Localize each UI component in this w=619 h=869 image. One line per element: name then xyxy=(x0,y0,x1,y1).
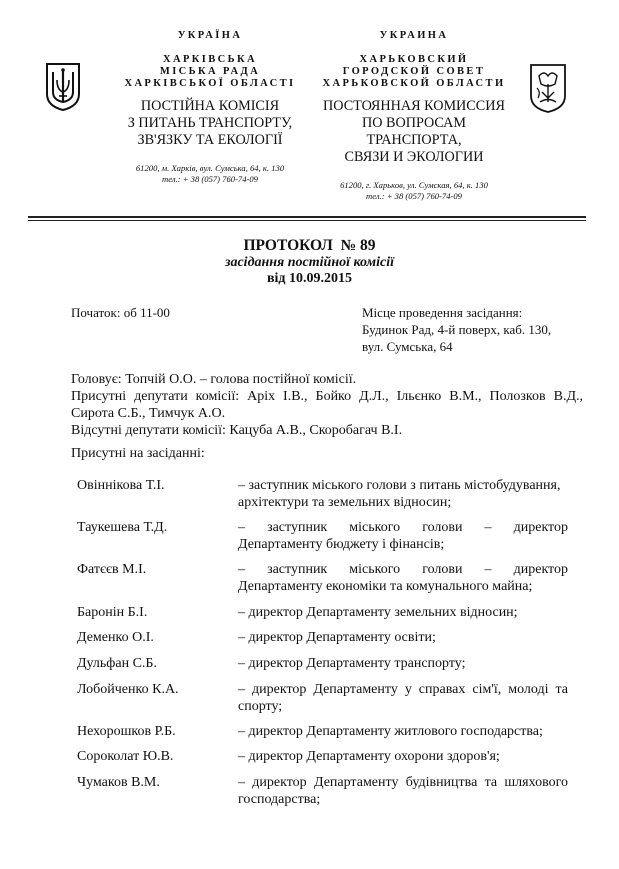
guest-role xyxy=(238,681,568,715)
guest-role xyxy=(238,604,568,621)
meeting-place-line2: вул. Сумська, 64 xyxy=(362,339,453,354)
guest-role xyxy=(238,723,568,740)
header-right-address: 61200, г. Харьков, ул. Сумская, 64, к. 130 xyxy=(340,180,488,190)
guest-role-line1: – директор Департаменту земельних відносин; xyxy=(238,605,518,620)
guest-role-line1: – директор Департаменту освіти; xyxy=(238,630,436,645)
guest-role-line2: Департаменту економіки та комунального майна; xyxy=(238,579,533,594)
guest-name: Деменко О.І. xyxy=(77,630,154,645)
guest-name: Фатєєв М.І. xyxy=(77,562,147,577)
guest-role-line2: господарства; xyxy=(238,792,321,807)
guest-role xyxy=(238,561,568,595)
header-right-phone: тел.: + 38 (057) 760-74-09 xyxy=(366,191,462,201)
header-left-address: 61200, м. Харків, вул. Сумська, 64, к. 130 xyxy=(135,163,285,173)
header-right-commission-line2: ПО ВОПРОСАМ ТРАНСПОРТА, xyxy=(361,115,467,148)
header-right-council-line3: ХАРЬКОВСКОЙ ОБЛАСТИ xyxy=(322,78,506,89)
header-left-commission-line1: ПОСТІЙНА КОМІСІЯ xyxy=(140,98,280,114)
guests-label: Присутні на засіданні: xyxy=(71,446,205,461)
guest-role-line1: – заступник міського голови – директор xyxy=(238,520,568,535)
ukraine-coat-of-arms-icon xyxy=(44,62,82,112)
guest-name: Дульфан С.Б. xyxy=(77,656,157,671)
guest-role xyxy=(238,519,568,553)
present-deputies-line2: Сирота С.Б., Тимчук А.О. xyxy=(71,406,226,421)
title-line3: від 10.09.2015 xyxy=(266,271,353,286)
guest-name: Лобойченко К.А. xyxy=(77,682,179,697)
guest-role xyxy=(238,629,568,646)
guest-role-line1: – директор Департаменту у справах сім'ї, молоді та xyxy=(238,682,568,697)
meeting-place-label: Місце проведення засідання: xyxy=(362,305,523,320)
header-left-commission-line3: ЗВ'ЯЗКУ ТА ЕКОЛОГІЇ xyxy=(137,132,283,148)
header-left-council-line2: МІСЬКА РАДА xyxy=(159,66,261,77)
guest-role-line1: – заступник міського голови – директор xyxy=(238,562,568,577)
guest-role xyxy=(238,477,568,511)
document-title xyxy=(0,237,619,287)
header-right xyxy=(314,28,514,202)
guest-name: Нехорошков Р.Б. xyxy=(77,724,176,739)
header-left xyxy=(110,28,310,185)
meeting-place-line1: Будинок Рад, 4-й поверх, каб. 130, xyxy=(362,322,552,337)
title-line2: засідання постійної комісії xyxy=(225,255,394,270)
guest-role-line1: – директор Департаменту охорони здоров'я; xyxy=(238,749,500,764)
guest-name: Овіннікова Т.І. xyxy=(77,478,165,493)
guest-role-line2: Департаменту бюджету і фінансів; xyxy=(238,537,445,552)
header-left-phone: тел.: + 38 (057) 760-74-09 xyxy=(162,174,258,184)
guest-role-line1: – директор Департаменту будівництва та шляхового xyxy=(238,775,568,790)
guest-name: Чумаков В.М. xyxy=(77,775,160,790)
guest-name: Сороколат Ю.В. xyxy=(77,749,174,764)
guest-role xyxy=(238,748,568,765)
guest-role-line1: – заступник міського голови з питань містобудування, xyxy=(238,478,561,493)
guest-role-line1: – директор Департаменту житлового господарства; xyxy=(238,724,543,739)
header-left-country: УКРАЇНА xyxy=(177,30,243,41)
absent-deputies-line: Відсутні депутати комісії: Кацуба А.В., Скоробагач В.І. xyxy=(71,423,403,438)
title-line1: ПРОТОКОЛ № 89 xyxy=(243,237,376,254)
attendance-block xyxy=(71,371,583,439)
guest-role-line1: – директор Департаменту транспорту; xyxy=(238,656,466,671)
present-deputies-line1: Присутні депутати комісії: Аріх І.В., Бойко Д.Л., Ільєнко В.М., Полозков В.Д., xyxy=(71,389,583,404)
header-left-council-line3: ХАРКІВСЬКОЇ ОБЛАСТІ xyxy=(124,78,296,89)
meeting-start: Початок: об 11-00 xyxy=(71,305,170,320)
chair-line: Головує: Топчій О.О. – голова постійної комісії. xyxy=(71,372,357,387)
header-right-council-line2: ГОРОДСКОЙ СОВЕТ xyxy=(342,66,486,77)
header-right-commission-line3: СВЯЗИ И ЭКОЛОГИИ xyxy=(344,149,484,165)
header-right-council-line1: ХАРЬКОВСКИЙ xyxy=(359,54,469,65)
meeting-place xyxy=(362,304,592,355)
header-left-council-line1: ХАРКІВСЬКА xyxy=(162,54,257,65)
header-divider-thick xyxy=(28,216,586,218)
header-right-country: УКРАИНА xyxy=(379,30,449,41)
guest-role-line2: архітектури та земельних відносин; xyxy=(238,495,452,510)
kharkiv-city-emblem-icon xyxy=(528,62,568,114)
guest-name: Таукешева Т.Д. xyxy=(77,520,168,535)
guest-role xyxy=(238,774,568,808)
header-divider-thin xyxy=(28,220,586,221)
header-right-commission-line1: ПОСТОЯННАЯ КОМИССИЯ xyxy=(323,98,505,114)
guest-role-line2: спорту; xyxy=(238,699,283,714)
header-left-commission-line2: З ПИТАНЬ ТРАНСПОРТУ, xyxy=(127,115,293,131)
guest-name: Баронін Б.І. xyxy=(77,605,148,620)
guest-role xyxy=(238,655,568,672)
